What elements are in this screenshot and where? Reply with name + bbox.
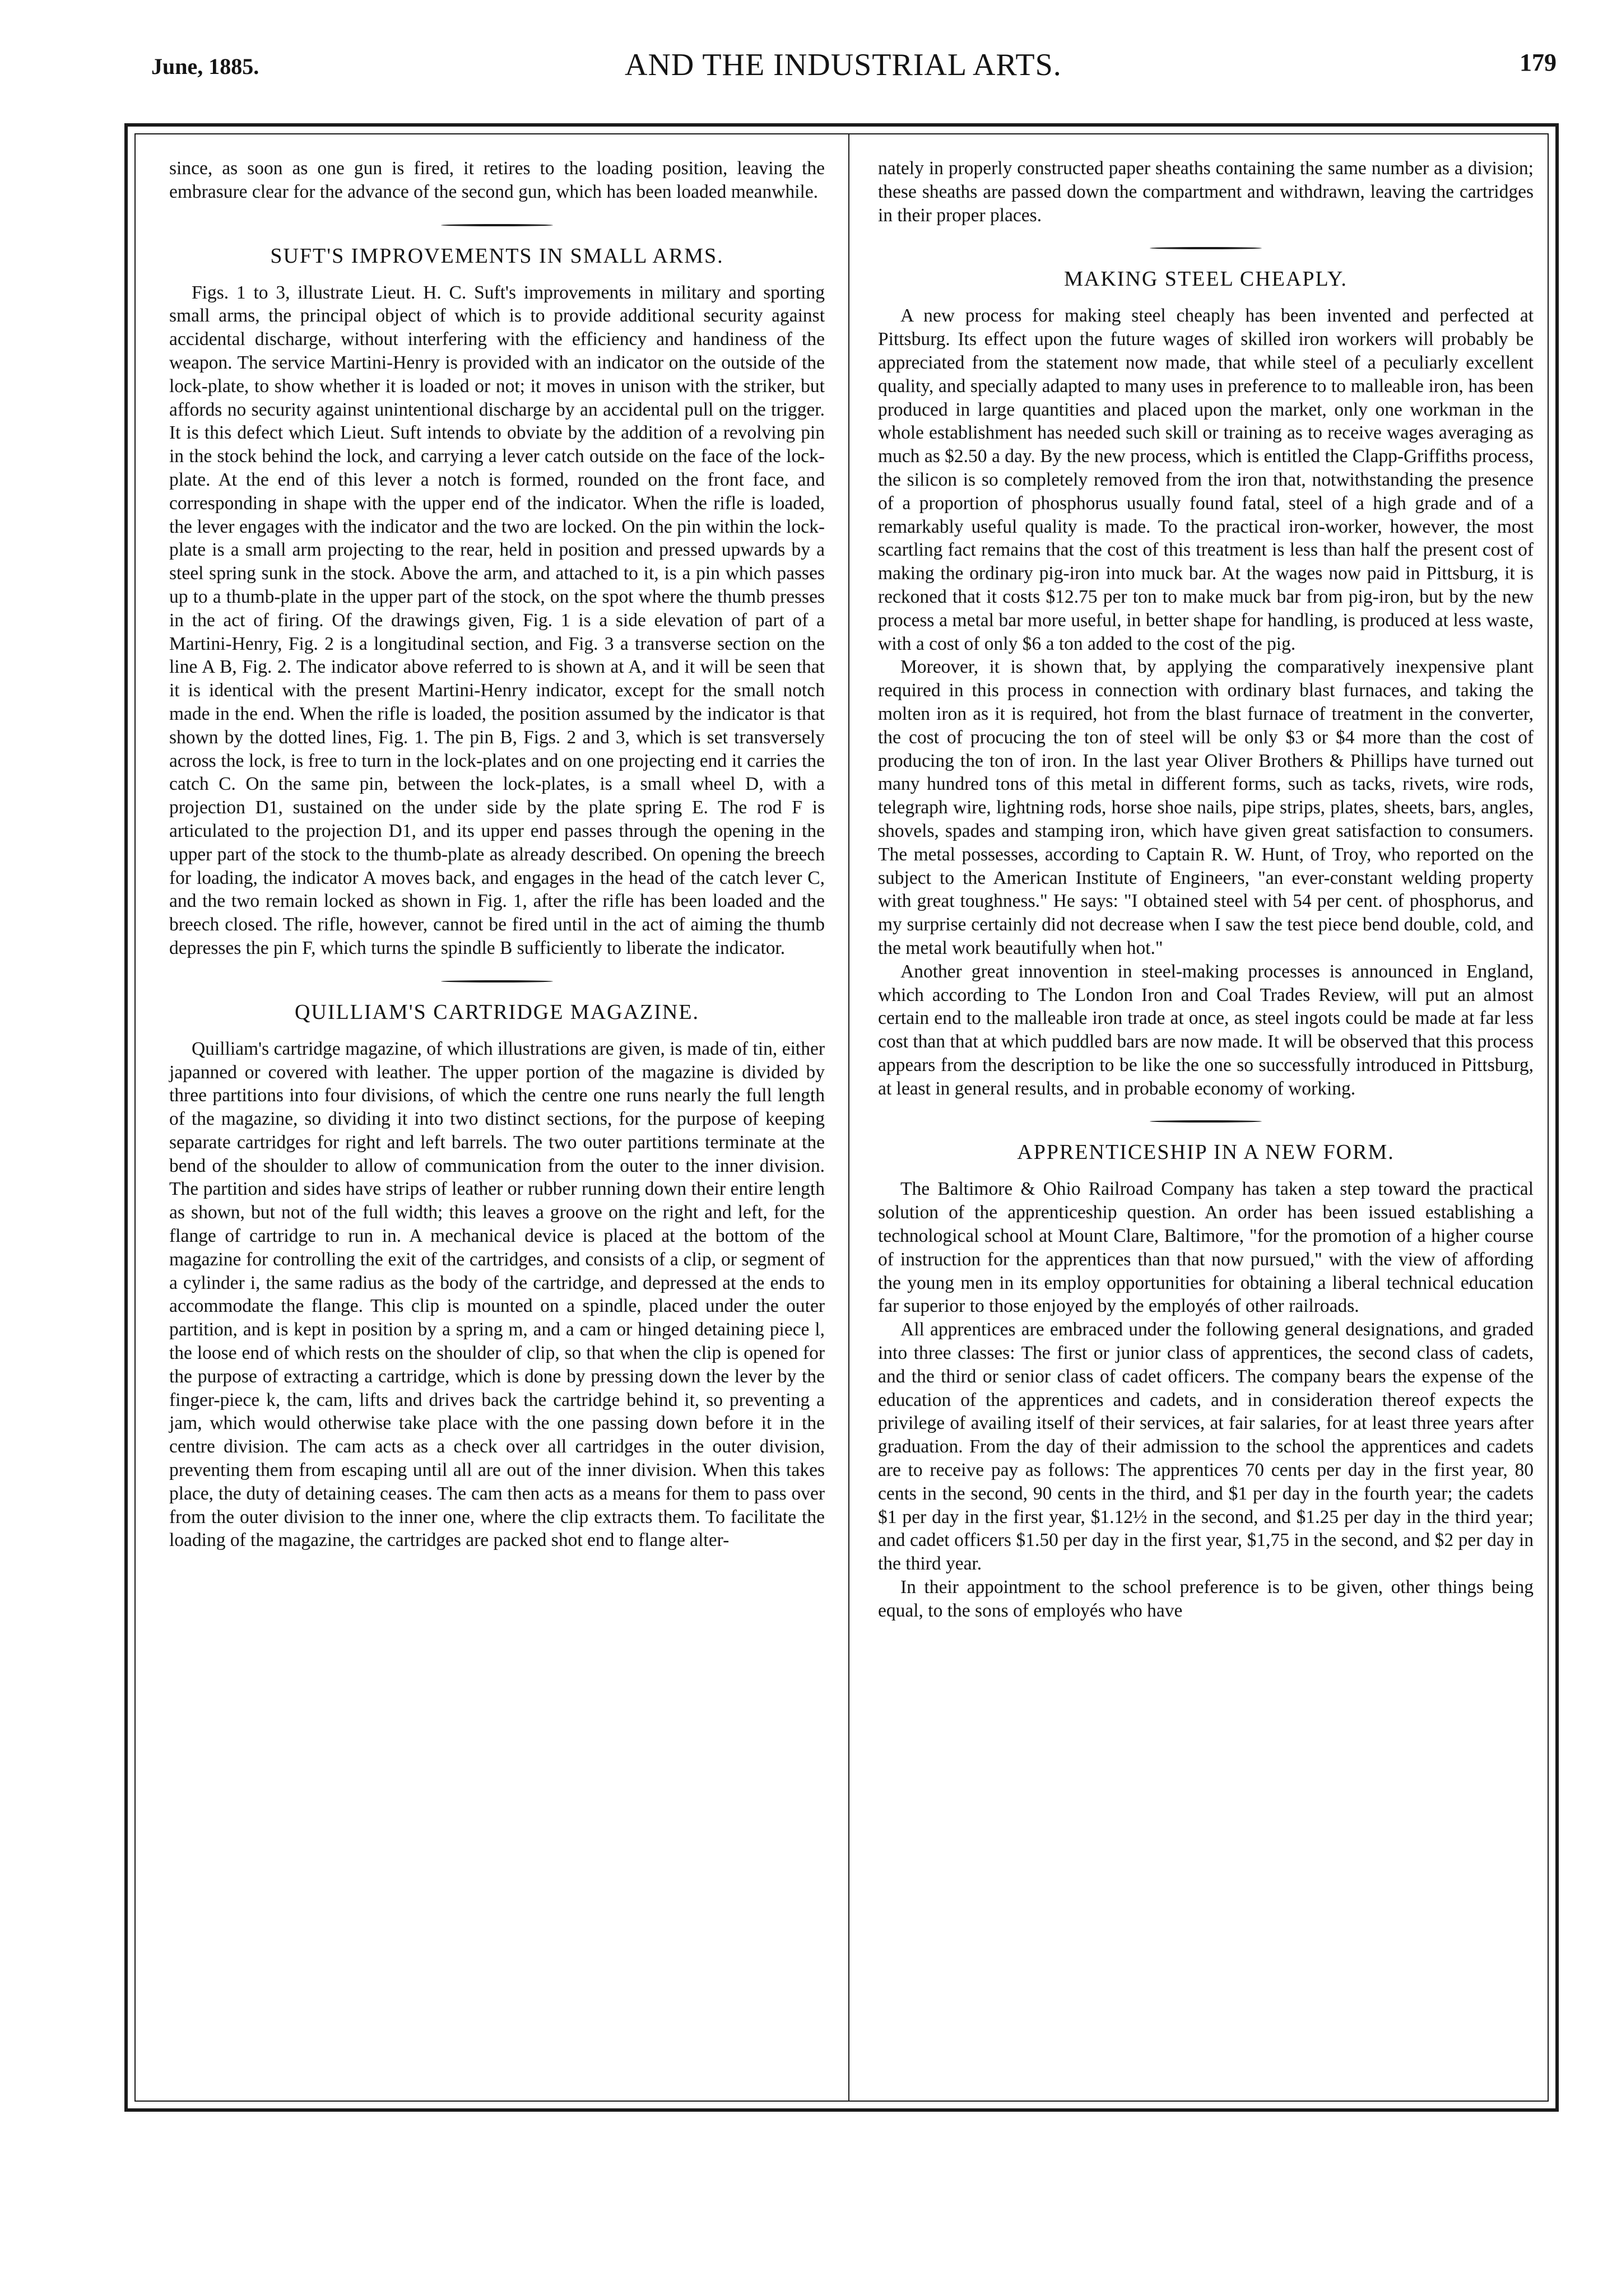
article-title: QUILLIAM'S CARTRIDGE MAGAZINE.	[294, 1000, 700, 1024]
article-paragraph: A new process for making steel cheaply has been invented and perfected at Pittsburg. Its effect upon the future wages of skilled iron workers will probably be appreciated from the statement now made, that while steel of a peculiarly excellent quality, and specially adapted to many uses in preference to to malleable iron, has been produced in large quantities and placed upon the market, only one workman in the whole establishment has needed such skill or training as to receive wages averaging as much as $2.50 a day. By the new process, which is entitled the Clapp-Griffiths process, the silicon is so completely removed from the iron that, notwithstanding the presence of a proportion of phosphorus usually found fatal, steel of a high grade and of a remarkably useful quality is made. To the practical iron-worker, however, the most scartling fact remains that the cost of this treatment is less than half the present cost of making the ordinary pig-iron into muck bar. At the wages now paid in Pittsburg, it is reckoned that it costs $12.75 per ton to make muck bar from pig-iron, but by the new process a metal bar more useful, in better shape for handling, is produced at less waste, with a cost of only $6 a ton added to the cost of the pig.	[878, 305, 1534, 654]
page-number: 179	[1520, 49, 1557, 76]
issue-date: June, 1885.	[151, 54, 259, 79]
section-separator	[441, 980, 553, 982]
section-separator	[441, 224, 553, 226]
page-frame	[124, 123, 1559, 2112]
article-title: MAKING STEEL CHEAPLY.	[1064, 267, 1348, 291]
page-frame-inner	[134, 133, 1549, 2102]
article-paragraph: In their appointment to the school preference is to be given, other things being equal, to the sons of employés who have	[878, 1577, 1534, 1621]
left-column	[169, 157, 825, 1552]
section-separator	[1150, 247, 1262, 249]
continuation-paragraph: since, as soon as one gun is fired, it retires to the loading position, leaving the embrasure clear for the advance of the second gun, which has been loaded meanwhile.	[169, 158, 825, 202]
continuation-paragraph: nately in properly constructed paper sheaths containing the same number as a division; these sheaths are passed down the compartment and withdrawn, leaving the cartridges in their proper places.	[878, 158, 1534, 226]
article-paragraph: Figs. 1 to 3, illustrate Lieut. H. C. Suft's improvements in military and sporting small arms, the principal object of which is to provide additional security against accidental discharge, without interfering with the efficiency and handiness of the weapon. The service Martini-Henry is provided with an indicator on the outside of the lock-plate, to show whether it is loaded or not; it moves in unison with the striker, but affords no security against unintentional discharge by an accidental pull on the trigger. It is this defect which Lieut. Suft intends to obviate by the addition of a revolving pin in the stock behind the lock, and carrying a lever catch outside on the face of the lock-plate. At the end of this lever a notch is formed, rounded on the front face, and corresponding in shape with the upper end of the indicator. When the rifle is loaded, the lever engages with the indicator and the two are locked. On the pin within the lock-plate is a small arm projecting to the rear, held in position and pressed upwards by a steel spring sunk in the stock. Above the arm, and attached to it, is a pin which passes up to a thumb-plate in the upper part of the stock, on the spot where the thumb presses in the act of firing. Of the drawings given, Fig. 1 is a side elevation of part of a Martini-Henry, Fig. 2 is a longitudinal section, and Fig. 3 a transverse section on the line A B, Fig. 2. The indicator above referred to is shown at A, and it will be seen that it is identical with the present Martini-Henry indicator, except for the small notch made in the end. When the rifle is loaded, the position assumed by the indicator is that shown by the dotted lines, Fig. 1. The pin B, Figs. 2 and 3, which is set transversely across the lock, is free to turn in the lock-plates and on one projecting end it carries the catch C. On the same pin, between the lock-plates, is a small wheel D, with a projection D1, sustained on the under side by the plate spring E. The rod F is articulated to the projection D1, and its upper end passes through the opening in the upper part of the stock to the thumb-plate as already described. On opening the breech for loading, the indicator A moves back, and engages in the head of the catch lever C, and the two remain locked as shown in Fig. 1, after the rifle has been loaded and the breech closed. The rifle, however, cannot be fired until in the act of aiming the thumb depresses the pin F, which turns the spindle B sufficiently to liberate the indicator.	[169, 282, 825, 958]
page-header	[0, 0, 1612, 129]
article-paragraph: Quilliam's cartridge magazine, of which illustrations are given, is made of tin, either japanned or covered with leather. The upper portion of the magazine is divided by three partitions into four divisions, of which the centre one runs nearly the full length of the magazine, so dividing it into two distinct sections, for the purpose of keeping separate cartridges for right and left barrels. The two outer partitions terminate at the bend of the shoulder to allow of communication from the outer to the inner division. The partition and sides have strips of leather or rubber running down their entire length as shown, but not of the full width; this leaves a groove on the right and left, for the flange of cartridge to run in. A mechanical device is placed at the bottom of the magazine for controlling the exit of the cartridges, and consists of a clip, or segment of a cylinder i, the same radius as the body of the cartridge, and depressed at the ends to accommodate the flange. This clip is mounted on a spindle, placed under the outer partition, and is kept in position by a spring m, and a cam or hinged detaining piece l, the loose end of which rests on the shoulder of clip, so that when the clip is opened for the purpose of extracting a cartridge, which is done by pressing down the lever by the finger-piece k, the cam, lifts and drives back the cartridge behind it, so preventing a jam, which would otherwise take place with the one passing down before it in the centre division. The cam acts as a check over all cartridges in the outer division, preventing them from escaping until all are out of the inner division. When this takes place, the duty of detaining ceases. The cam then acts as a means for them to pass over from the outer division to the inner one, where the clip extracts them. To facilitate the loading of the magazine, the cartridges are packed shot end to flange alter-	[169, 1038, 825, 1551]
article-paragraph: Moreover, it is shown that, by applying the comparatively inexpensive plant required in this process in connection with ordinary blast furnaces, and taking the molten iron as it is required, hot from the blast furnace of treatment in the converter, the cost of procucing the ton of steel will be only $3 or $4 more than the cost of producing the ton of iron. In the last year Oliver Brothers & Phillips have turned out many hundred tons of this metal in different forms, such as tacks, rivets, wire rods, telegraph wire, lightning rods, horse shoe nails, pipe strips, plates, sheets, bars, angles, shovels, spades and stamping iron, which have given great satisfaction to consumers. The metal possesses, according to Captain R. W. Hunt, of Troy, who reported on the subject to the American Institute of Engineers, "an ever-constant welding property with great toughness." He says: "I obtained steel with 54 per cent. of phosphorus, and my surprise certainly did not decrease when I saw the test piece bend double, cold, and the metal work beautifully when hot."	[878, 656, 1534, 958]
article-title: SUFT'S IMPROVEMENTS IN SMALL ARMS.	[270, 244, 724, 268]
article-paragraph: The Baltimore & Ohio Railroad Company has taken a step toward the practical solution of the apprenticeship question. An order has been issued establishing a technological school at Mount Clare, Baltimore, "for the promotion of a higher course of instruction for the apprentices than that now pursued," with the view of affording the young men in its employ opportunities for obtaining a liberal technical education far superior to those enjoyed by the employés of other railroads.	[878, 1179, 1534, 1317]
running-title: AND THE INDUSTRIAL ARTS.	[625, 48, 1062, 82]
column-divider	[848, 134, 849, 2101]
article-paragraph: Another great innovention in steel-making processes is announced in England, which according to The London Iron and Coal Trades Review, will put an almost certain end to the malleable iron trade at once, as steel ingots could be made at far less cost than that at which puddled bars are now made. It will be observed that this process appears from the description to be like the one so successfully introduced in Pittsburg, at least in general results, and in probable economy of working.	[878, 961, 1534, 1099]
right-column	[878, 157, 1534, 1623]
section-separator	[1150, 1120, 1262, 1123]
article-paragraph: All apprentices are embraced under the following general designations, and graded into three classes: The first or junior class of apprentices, the second class of cadets, and the third or senior class of cadet officers. The company bears the expense of the education of the apprentices and cadets, and in consideration thereof expects the privilege of availing itself of their services, at fair salaries, for at least three years after graduation. From the day of their admission to the school the apprentices and cadets are to receive pay as follows: The apprentices 70 cents per day in the first year, 80 cents in the second, 90 cents in the third, and $1 per day in the fourth year; the cadets $1 per day in the first year, $1.12½ in the second, and $1.25 per day in the third year; and cadet officers $1.50 per day in the first year, $1,75 in the second, and $2 per day in the third year.	[878, 1319, 1534, 1575]
article-title: APPRENTICESHIP IN A NEW FORM.	[1017, 1140, 1395, 1165]
